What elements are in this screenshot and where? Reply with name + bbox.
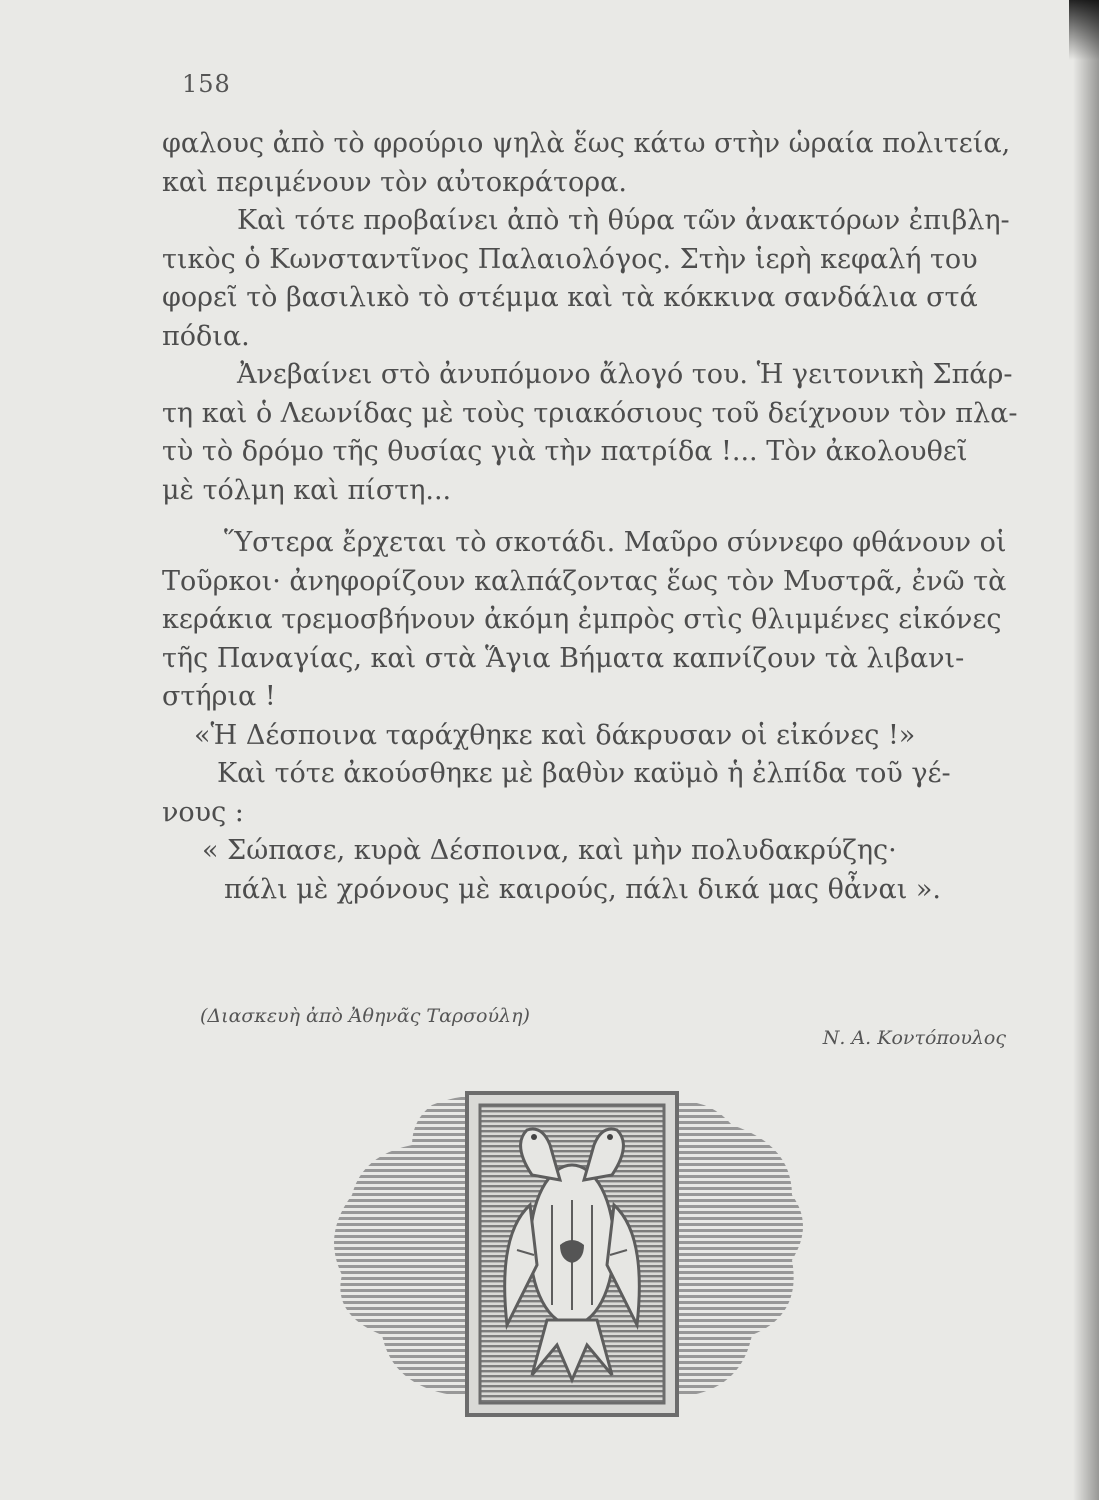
text-line: φαλους ἀπὸ τὸ φρούριο ψηλὰ ἕως κάτω στὴν ὡραία πολιτεία, <box>162 128 1011 159</box>
text-line: τη καὶ ὁ Λεωνίδας μὲ τοὺς τριακόσιους τοῦ δείχνουν τὸν πλα- <box>162 397 1018 429</box>
text-line: φορεῖ τὸ βασιλικὸ τὸ στέμμα καὶ τὰ κόκκινα σανδάλια στά <box>162 282 978 313</box>
page-edge-shadow <box>1073 0 1099 1500</box>
text-line: νους : <box>162 796 244 828</box>
body-text <box>162 125 1042 909</box>
text-line: πόδια. <box>162 320 250 352</box>
attribution: (Διασκευὴ ἀπὸ Ἀθηνᾶς Ταρσούλη) <box>200 1005 530 1027</box>
author-name: Ν. Α. Κοντόπουλος <box>822 1027 1006 1049</box>
text-line: τικὸς ὁ Κωνσταντῖνος Παλαιολόγος. Στὴν ἱερὴ κεφαλή του <box>162 243 978 275</box>
page-number: 158 <box>182 70 231 98</box>
verse-line: « Σώπασε, κυρὰ Δέσποινα, καὶ μὴν πολυδακρύζης· <box>202 835 897 866</box>
text-line: καὶ περιμένουν τὸν αὐτοκράτορα. <box>162 166 627 198</box>
text-line: στήρια ! <box>162 681 276 712</box>
text-line: τὺ τὸ δρόμο τῆς θυσίας γιὰ τὴν πατρίδα !... Τὸν ἀκολουθεῖ <box>162 436 968 467</box>
text-line: Τοῦρκοι· ἀνηφορίζουν καλπάζοντας ἕως τὸν Μυστρᾶ, ἐνῶ τὰ <box>162 565 1007 597</box>
paragraph-gap <box>162 510 1042 524</box>
text-line: Καὶ τότε προβαίνει ἀπὸ τὴ θύρα τῶν ἀνακτόρων ἐπιβλη- <box>237 205 1010 236</box>
text-line: τῆς Παναγίας, καὶ στὰ Ἅγια Βήματα καπνίζουν τὰ λιβανι- <box>162 642 965 674</box>
verse-line: πάλι μὲ χρόνους μὲ καιρούς, πάλι δικά μας θἆναι ». <box>224 873 941 905</box>
double-headed-eagle-emblem <box>322 1085 814 1420</box>
text-line: Ὕστερα ἔρχεται τὸ σκοτάδι. Μαῦρο σύννεφο φθάνουν οἱ <box>224 527 1007 558</box>
text-line: μὲ τόλμη καὶ πίστη... <box>162 474 452 506</box>
text-line: κεράκια τρεμοσβήνουν ἀκόμη ἐμπρὸς στὶς θλιμμένες εἰκόνες <box>162 604 1002 635</box>
text-line: «Ἡ Δέσποινα ταράχθηκε καὶ δάκρυσαν οἱ εἰκόνες !» <box>194 719 916 751</box>
text-line: Καὶ τότε ἀκούσθηκε μὲ βαθὺν καϋμὸ ἡ ἐλπίδα τοῦ γέ- <box>217 758 951 789</box>
text-line: Ἀνεβαίνει στὸ ἀνυπόμονο ἄλογό του. Ἡ γειτονικὴ Σπάρ- <box>237 359 1013 390</box>
